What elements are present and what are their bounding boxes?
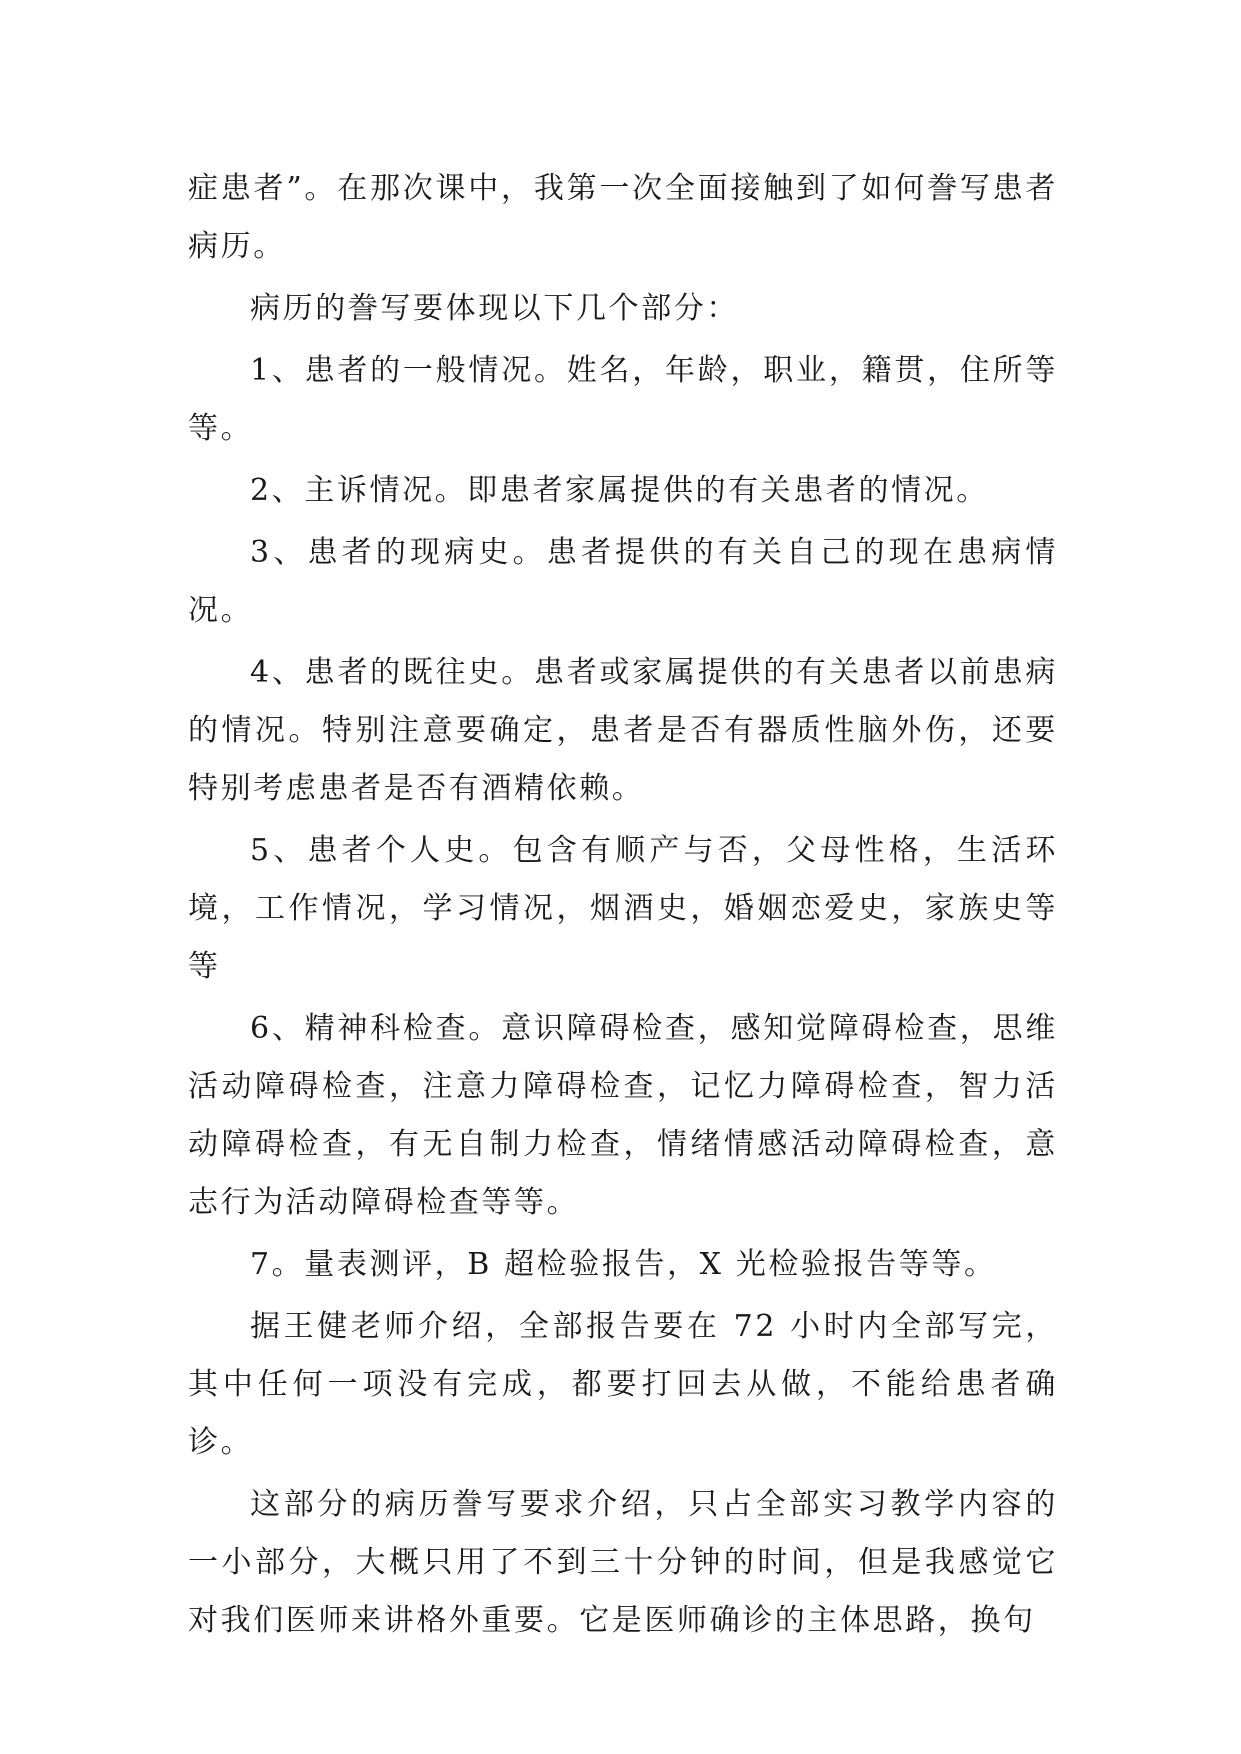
document-body [188,160,1058,1650]
paragraph-5: 3、患者的现病史。患者提供的有关自己的现在患病情况。 [188,535,1058,628]
paragraph-1: 症患者”。在那次课中，我第一次全面接触到了如何誊写患者病历。 [188,171,1058,264]
paragraph-7: 5、患者个人史。包含有顺产与否，父母性格，生活环境，工作情况，学习情况，烟酒史，婚姻恋爱史，家族史等等 [188,833,1058,984]
paragraph-10: 据王健老师介绍，全部报告要在 72 小时内全部写完，其中任何一项没有完成，都要打回去从做，不能给患者确诊。 [188,1309,1058,1460]
paragraph-8: 6、精神科检查。意识障碍检查，感知觉障碍检查，思维活动障碍检查，注意力障碍检查，记忆力障碍检查，智力活动障碍检查，有无自制力检查，情绪情感活动障碍检查，意志行为活动障碍检查等等。 [188,1011,1058,1220]
paragraph-2: 病历的誊写要体现以下几个部分： [250,291,739,326]
paragraph-3: 1、患者的一般情况。姓名，年龄，职业，籍贯，住所等等。 [188,353,1058,446]
paragraph-9: 7。量表测评，B 超检验报告，X 光检验报告等等。 [250,1247,997,1282]
paragraph-4: 2、主诉情况。即患者家属提供的有关患者的情况。 [250,473,989,508]
paragraph-6: 4、患者的既往史。患者或家属提供的有关患者以前患病的情况。特别注意要确定，患者是否有器质性脑外伤，还要特别考虑患者是否有酒精依赖。 [188,655,1058,806]
paragraph-11: 这部分的病历誊写要求介绍，只占全部实习教学内容的一小部分，大概只用了不到三十分钟的时间，但是我感觉它对我们医师来讲格外重要。它是医师确诊的主体思路，换句 [188,1487,1058,1638]
